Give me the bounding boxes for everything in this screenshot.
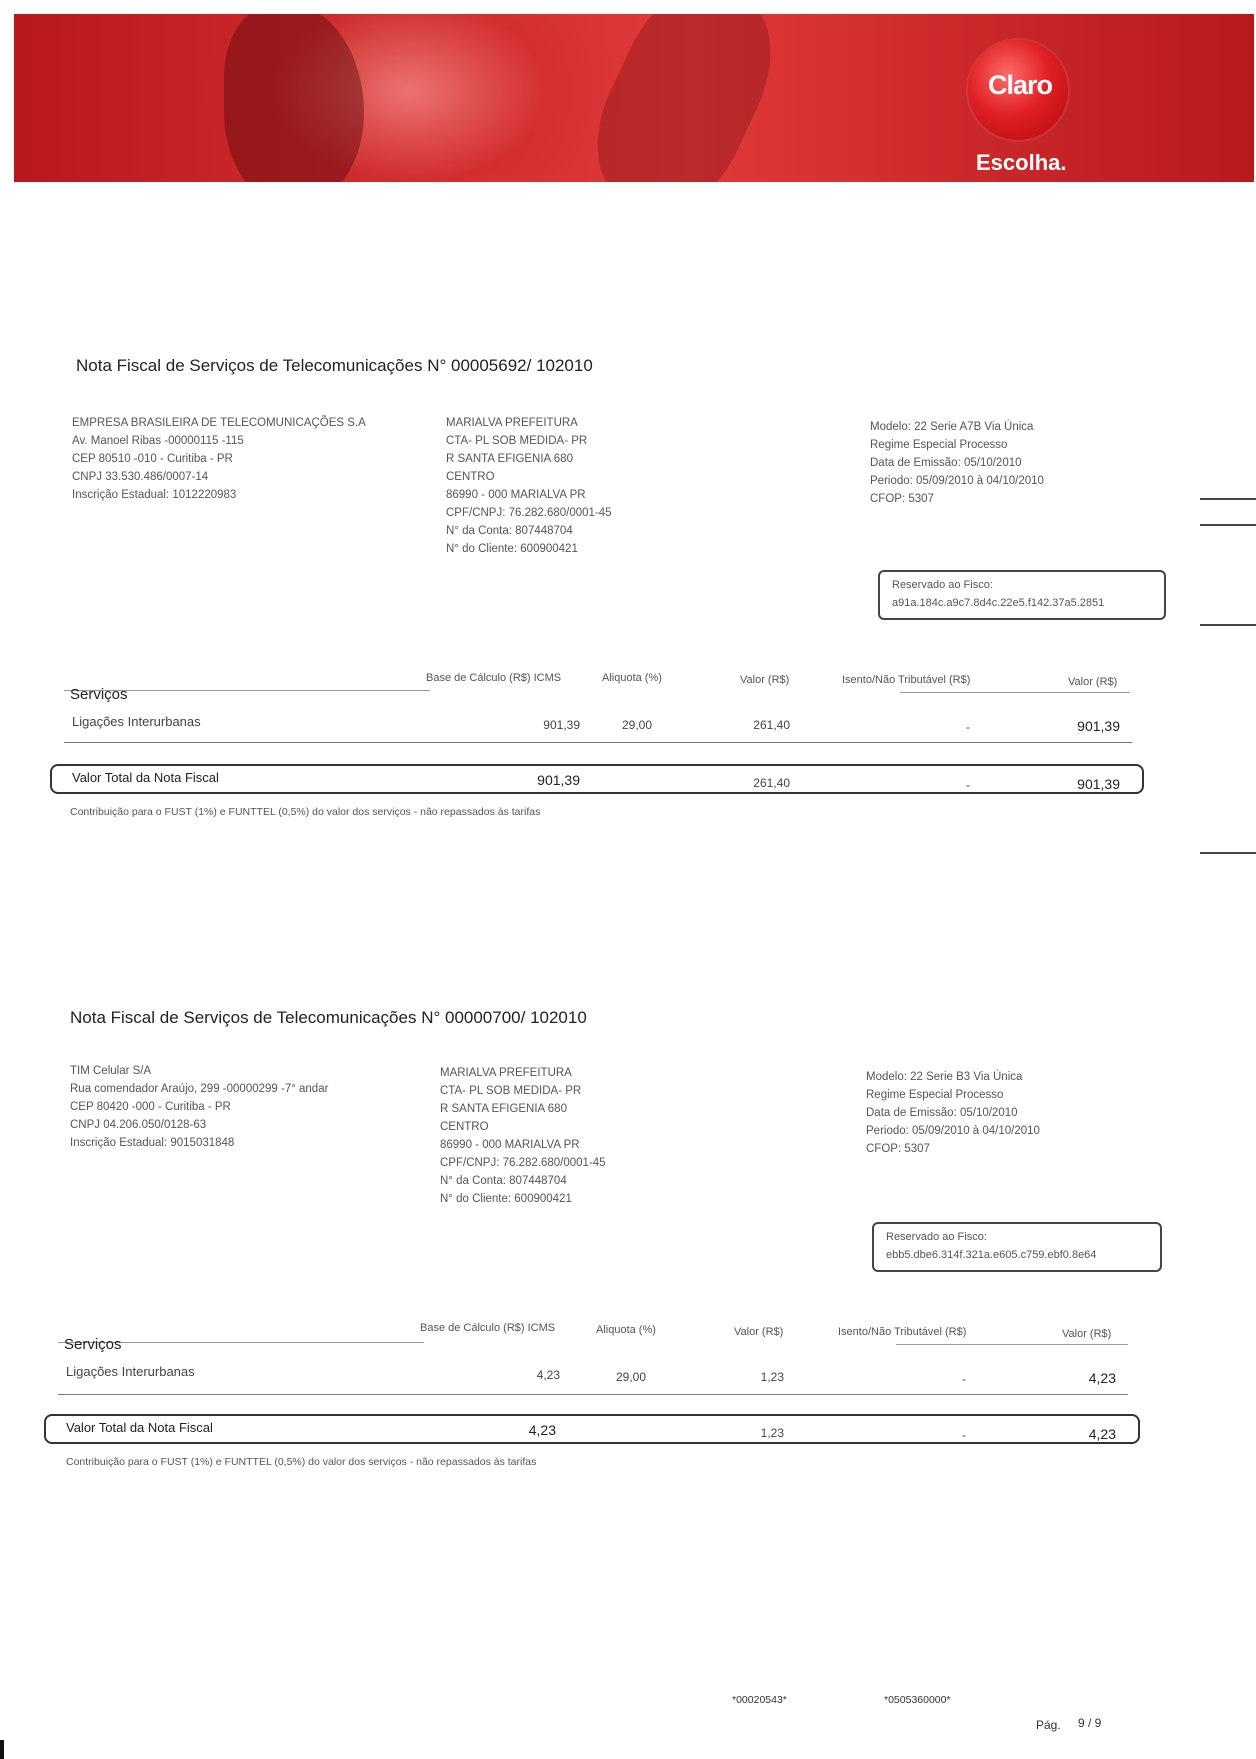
invoice-info bbox=[870, 418, 1044, 508]
customer-line: CPF/CNPJ: 76.282.680/0001-45 bbox=[446, 507, 612, 519]
invoice-info-line: CFOP: 5307 bbox=[870, 493, 934, 505]
servicos-heading: Serviços bbox=[70, 686, 128, 703]
total-isento: - bbox=[962, 1428, 966, 1442]
emitter-info bbox=[72, 414, 366, 504]
edge-mark bbox=[1200, 524, 1256, 526]
servicos-heading: Serviços bbox=[64, 1336, 122, 1353]
service-aliquota: 29,00 bbox=[621, 718, 652, 732]
emitter-line: CEP 80510 -010 - Curitiba - PR bbox=[72, 453, 233, 465]
emitter-line: Inscrição Estadual: 9015031848 bbox=[70, 1137, 235, 1149]
invoice-info-line: CFOP: 5307 bbox=[866, 1143, 930, 1155]
service-isento: - bbox=[962, 1372, 966, 1386]
header-valor: Valor (R$) bbox=[740, 674, 790, 686]
footer-code-2: *0505360000* bbox=[884, 1694, 951, 1706]
emitter-line: Av. Manoel Ribas -00000115 -115 bbox=[72, 435, 244, 447]
reserved-fisco-box bbox=[878, 570, 1166, 620]
total-label: Valor Total da Nota Fiscal bbox=[66, 1420, 213, 1435]
customer-line: CTA- PL SOB MEDIDA- PR bbox=[440, 1085, 582, 1097]
invoice-info-line: Regime Especial Processo bbox=[866, 1089, 1004, 1101]
customer-line: R SANTA EFIGENIA 680 bbox=[440, 1103, 567, 1115]
divider bbox=[896, 1344, 1128, 1345]
customer-line: N° da Conta: 807448704 bbox=[440, 1175, 567, 1187]
reserved-fisco-box bbox=[872, 1222, 1162, 1272]
customer-line: CENTRO bbox=[446, 471, 495, 483]
edge-mark bbox=[1200, 498, 1256, 500]
service-total: 901,39 bbox=[1077, 718, 1120, 734]
edge-mark bbox=[1200, 852, 1256, 854]
customer-line: R SANTA EFIGENIA 680 bbox=[446, 453, 573, 465]
header-valor-total: Valor (R$) bbox=[1068, 676, 1118, 688]
service-base: 901,39 bbox=[543, 718, 580, 732]
fust-note: Contribuição para o FUST (1%) e FUNTTEL (0,5%) do valor dos serviços - não repassados às tarifas bbox=[70, 806, 541, 818]
emitter-info bbox=[70, 1062, 328, 1152]
emitter-line: TIM Celular S/A bbox=[70, 1065, 152, 1077]
header-aliquota: Aliquota (%) bbox=[602, 672, 662, 684]
invoice-info-line: Modelo: 22 Serie A7B Via Única bbox=[870, 421, 1034, 433]
service-name: Ligações Interurbanas bbox=[72, 714, 201, 729]
emitter-line: CNPJ 04.206.050/0128-63 bbox=[70, 1119, 207, 1131]
customer-info bbox=[440, 1064, 606, 1208]
reserved-label: Reservado ao Fisco: bbox=[886, 1231, 987, 1243]
page-label: Pág. bbox=[1036, 1718, 1061, 1732]
brand-logo-text: Claro bbox=[987, 70, 1053, 100]
fust-note: Contribuição para o FUST (1%) e FUNTTEL (0,5%) do valor dos serviços - não repassados às tarifas bbox=[66, 1456, 537, 1468]
header-aliquota: Aliquota (%) bbox=[596, 1324, 656, 1336]
scan-edge-mark bbox=[0, 1740, 4, 1759]
divider bbox=[58, 1394, 1128, 1395]
customer-line: CTA- PL SOB MEDIDA- PR bbox=[446, 435, 588, 447]
brand-tagline: Escolha. bbox=[976, 150, 1067, 175]
header-base-calculo: Base de Cálculo (R$) ICMS bbox=[426, 672, 562, 684]
invoice-info-line: Regime Especial Processo bbox=[870, 439, 1008, 451]
customer-line: N° do Cliente: 600900421 bbox=[446, 543, 578, 555]
divider bbox=[64, 742, 1132, 743]
customer-line: MARIALVA PREFEITURA bbox=[440, 1067, 572, 1079]
service-valor: 261,40 bbox=[753, 718, 790, 732]
customer-line: CENTRO bbox=[440, 1121, 489, 1133]
edge-mark bbox=[1200, 624, 1256, 626]
emitter-line: Inscrição Estadual: 1012220983 bbox=[72, 489, 237, 501]
service-total: 4,23 bbox=[1088, 1370, 1116, 1386]
page-number: 9 / 9 bbox=[1078, 1716, 1102, 1730]
header-isento: Isento/Não Tributável (R$) bbox=[842, 674, 971, 686]
customer-line: N° da Conta: 807448704 bbox=[446, 525, 573, 537]
header-valor-total: Valor (R$) bbox=[1062, 1328, 1112, 1340]
customer-line: CPF/CNPJ: 76.282.680/0001-45 bbox=[440, 1157, 606, 1169]
total-base: 4,23 bbox=[528, 1422, 556, 1438]
total-isento: - bbox=[966, 778, 970, 792]
total-valor: 261,40 bbox=[753, 776, 790, 790]
header-isento: Isento/Não Tributável (R$) bbox=[838, 1326, 967, 1338]
divider bbox=[900, 692, 1130, 693]
service-isento: - bbox=[966, 720, 970, 734]
total-valor: 1,23 bbox=[760, 1426, 784, 1440]
total-valor-nota: 901,39 bbox=[1077, 776, 1120, 792]
customer-line: MARIALVA PREFEITURA bbox=[446, 417, 578, 429]
customer-line: 86990 - 000 MARIALVA PR bbox=[446, 489, 586, 501]
customer-info bbox=[446, 414, 612, 558]
invoice-info-line: Periodo: 05/09/2010 à 04/10/2010 bbox=[870, 475, 1044, 487]
header-base-calculo: Base de Cálculo (R$) ICMS bbox=[420, 1322, 556, 1334]
footer-code-1: *00020543* bbox=[732, 1694, 787, 1706]
service-aliquota: 29,00 bbox=[615, 1370, 646, 1384]
nota-title: Nota Fiscal de Serviços de Telecomunicações N° 00005692/ 102010 bbox=[76, 356, 593, 375]
emitter-line: EMPRESA BRASILEIRA DE TELECOMUNICAÇÕES S.A bbox=[72, 417, 366, 429]
reserved-code: ebb5.dbe6.314f.321a.e605.c759.ebf0.8e64 bbox=[886, 1249, 1097, 1261]
nota-title: Nota Fiscal de Serviços de Telecomunicações N° 00000700/ 102010 bbox=[70, 1008, 587, 1027]
invoice-info-line: Modelo: 22 Serie B3 Via Única bbox=[866, 1071, 1023, 1083]
total-valor-nota: 4,23 bbox=[1088, 1426, 1116, 1442]
invoice-info-line: Data de Emissão: 05/10/2010 bbox=[870, 457, 1022, 469]
service-valor: 1,23 bbox=[760, 1370, 784, 1384]
emitter-line: CEP 80420 -000 - Curitiba - PR bbox=[70, 1101, 231, 1113]
emitter-line: CNPJ 33.530.486/0007-14 bbox=[72, 471, 209, 483]
reserved-code: a91a.184c.a9c7.8d4c.22e5.f142.37a5.2851 bbox=[892, 597, 1105, 609]
invoice-info-line: Data de Emissão: 05/10/2010 bbox=[866, 1107, 1018, 1119]
service-name: Ligações Interurbanas bbox=[66, 1364, 195, 1379]
reserved-label: Reservado ao Fisco: bbox=[892, 579, 993, 591]
service-base: 4,23 bbox=[536, 1368, 560, 1382]
invoice-info-line: Periodo: 05/09/2010 à 04/10/2010 bbox=[866, 1125, 1040, 1137]
customer-line: N° do Cliente: 600900421 bbox=[440, 1193, 572, 1205]
header-banner bbox=[14, 14, 1254, 182]
header-valor: Valor (R$) bbox=[734, 1326, 784, 1338]
emitter-line: Rua comendador Araújo, 299 -00000299 -7° andar bbox=[70, 1083, 329, 1095]
invoice-info bbox=[866, 1068, 1040, 1158]
customer-line: 86990 - 000 MARIALVA PR bbox=[440, 1139, 580, 1151]
total-label: Valor Total da Nota Fiscal bbox=[72, 770, 219, 785]
total-base: 901,39 bbox=[537, 772, 580, 788]
banner-photo-hair bbox=[224, 14, 364, 182]
